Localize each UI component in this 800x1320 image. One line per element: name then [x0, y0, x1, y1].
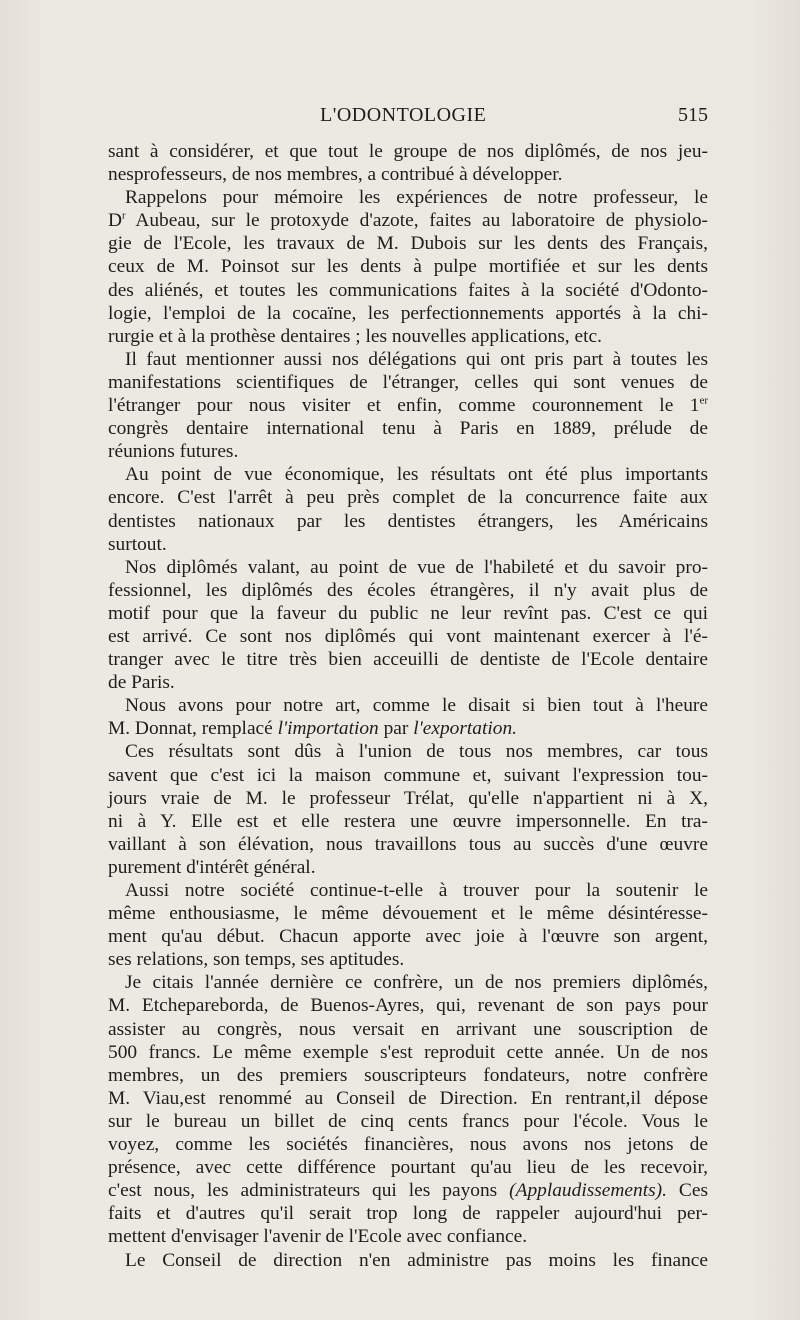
text-line: Nos diplômés valant, au point de vue de l'habileté et du savoir pro-: [125, 556, 708, 578]
text-line: des aliénés, et toutes les communications faites à la société d'Odonto-: [108, 279, 708, 301]
text-line: [108, 394, 708, 417]
text-line: savent que c'est ici la maison commune et, suivant l'expression tou-: [108, 764, 708, 786]
text-line: faits et d'autres qu'il serait trop long de rappeler aujourd'hui per-: [108, 1203, 708, 1225]
text-line: sur le bureau un billet de cinq cents francs pour l'école. Vous le: [108, 1110, 708, 1132]
text-line: de Paris.: [108, 672, 175, 694]
journal-title: L'ODONTOLOGIE: [320, 104, 487, 126]
text-line: vaillant à son élévation, nous travaillons tous au succès d'une œuvre: [108, 833, 708, 855]
text-line: Rappelons pour mémoire les expériences de notre professeur, le: [125, 187, 708, 209]
italic-text: l'exportation.: [413, 718, 517, 740]
text-line: [108, 717, 708, 740]
text-line: est arrivé. Ce sont nos diplômés qui vont maintenant exercer à l'é-: [108, 625, 708, 647]
text-line: fessionnel, les diplômés des écoles étrangères, il n'y avait plus de: [108, 579, 708, 601]
text-line: M. Viau,est renommé au Conseil de Direction. En rentrant,il dépose: [108, 1087, 708, 1109]
text-line: Au point de vue économique, les résultats ont été plus importants: [125, 464, 708, 486]
text-line: ment qu'au début. Chacun apporte avec joie à l'œuvre son argent,: [108, 926, 708, 948]
text-line: rurgie et à la prothèse dentaires ; les nouvelles applications, etc.: [108, 325, 602, 347]
text-fragment: Ces: [666, 1180, 708, 1202]
text-line: dentistes nationaux par les dentistes étrangers, les Américains: [108, 510, 708, 532]
text-line: Le Conseil de direction n'en administre pas moins les finance: [125, 1249, 708, 1271]
text-line: Aussi notre société continue-t-elle à trouver pour la soutenir le: [125, 880, 708, 901]
text-line: membres, un des premiers souscripteurs fondateurs, notre confrère: [108, 1064, 708, 1086]
text-line: gie de l'Ecole, les travaux de M. Dubois sur les dents des Français,: [108, 233, 708, 255]
running-header: [108, 104, 708, 132]
superscript: er: [699, 394, 708, 407]
text-line: congrès dentaire international tenu à Paris en 1889, prélude de: [108, 418, 708, 440]
text-line: voyez, comme les sociétés financières, nous avons nos jetons de: [108, 1134, 708, 1156]
text-fragment: Aubeau, sur le protoxyde d'azote, faites au laboratoire de physiolo-: [125, 210, 708, 232]
text-line: ni à Y. Elle est et elle restera une œuvre impersonnelle. En tra-: [108, 810, 708, 832]
text-line: Il faut mentionner aussi nos délégations qui ont pris part à toutes les: [125, 348, 708, 370]
text-line: surtout.: [108, 533, 167, 555]
text-line: motif pour que la faveur du public ne leur revînt pas. C'est ce qui: [108, 602, 708, 624]
text-line: [108, 209, 708, 232]
text-line: manifestations scientifiques de l'étranger, celles qui sont venues de: [108, 371, 708, 393]
text-line: purement d'intérêt général.: [108, 856, 316, 878]
text-line: réunions futures.: [108, 441, 239, 463]
page-number: 515: [678, 104, 708, 126]
text-line: Nous avons pour notre art, comme le disait si bien tout à l'heure: [125, 695, 708, 717]
text-line: jours vraie de M. le professeur Trélat, qu'elle n'appartient ni à X,: [108, 787, 708, 809]
italic-text: (Applaudissements).: [509, 1180, 667, 1202]
text-line: même enthousiasme, le même dévouement et le même désintéresse-: [108, 903, 708, 925]
text-line: assister au congrès, nous versait en arrivant une souscription de: [108, 1018, 708, 1040]
text-fragment: c'est nous, les administrateurs qui les payons: [108, 1180, 510, 1202]
text-line: mettent d'envisager l'avenir de l'Ecole avec confiance.: [108, 1226, 528, 1248]
text-line: sant à considérer, et que tout le groupe de nos diplômés, de nos jeu-: [108, 141, 708, 162]
italic-text: l'importation: [277, 718, 379, 740]
text-fragment: D: [108, 210, 123, 232]
text-line: M. Etchepareborda, de Buenos-Ayres, qui, revenant de son pays pour: [108, 995, 708, 1017]
superscript: r: [122, 209, 126, 222]
text-line: nesprofesseurs, de nos membres, a contribué à développer.: [108, 164, 563, 186]
text-fragment: par: [378, 718, 414, 740]
text-line: [108, 1179, 708, 1202]
text-line: tranger avec le titre très bien acceuilli de dentiste de l'Ecole dentaire: [108, 649, 708, 671]
text-line: Je citais l'année dernière ce confrère, un de nos premiers diplômés,: [125, 972, 708, 994]
text-fragment: l'étranger pour nous visiter et enfin, comme couronnement le 1: [108, 395, 700, 417]
text-line: 500 francs. Le même exemple s'est reproduit cette année. Un de nos: [108, 1041, 708, 1063]
text-fragment: M. Donnat, remplacé: [108, 718, 278, 740]
text-line: logie, l'emploi de la cocaïne, les perfectionnements apportés à la chi-: [108, 302, 708, 324]
text-line: ceux de M. Poinsot sur les dents à pulpe mortifiée et sur les dents: [108, 256, 708, 278]
text-line: présence, avec cette différence pourtant qu'au lieu de les recevoir,: [108, 1157, 708, 1179]
body-text: [108, 140, 708, 1272]
text-line: ses relations, son temps, ses aptitudes.: [108, 949, 405, 971]
text-line: encore. C'est l'arrêt à peu près complet de la concurrence faite aux: [108, 487, 708, 509]
text-line: Ces résultats sont dûs à l'union de tous nos membres, car tous: [125, 741, 708, 763]
